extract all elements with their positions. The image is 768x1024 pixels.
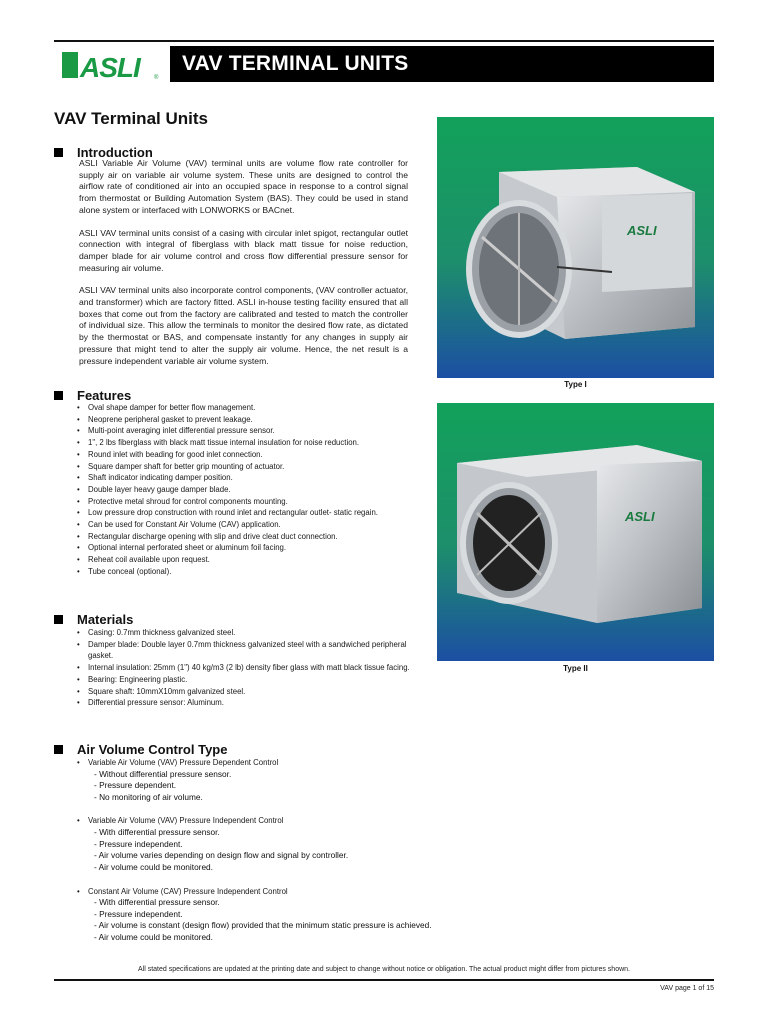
svg-text:®: ® (154, 75, 159, 81)
introduction-heading-label: Introduction (77, 145, 153, 160)
air-volume-groups (74, 757, 474, 944)
brand-logo (54, 46, 168, 82)
air-volume-heading (54, 742, 227, 757)
list-item: • Damper blade: Double layer 0.7mm thickness galvanized steel with a sandwiched peripheral gasket. (74, 639, 424, 662)
list-item: • Round inlet with beading for good inlet connection. (74, 449, 424, 461)
intro-paragraph-2: ASLI VAV terminal units consist of a casing with circular inlet spigot, rectangular outlet connection with integral of fiberglass with black matt tissue for noise reduction, damper blade for air volume control and cross flow differential pressure sensor for measuring air volume. (79, 227, 408, 273)
control-type-detail: - With differential pressure sensor. (94, 897, 220, 908)
control-type-detail: - Air volume could be monitored. (94, 932, 213, 943)
section-marker-icon (54, 391, 63, 400)
materials-heading-label: Materials (77, 612, 134, 627)
control-type-group (74, 886, 474, 944)
control-type-detail: - Air volume could be monitored. (94, 861, 213, 872)
list-item: • Casing: 0.7mm thickness galvanized steel. (74, 627, 424, 639)
list-item: • Differential pressure sensor: Aluminum. (74, 697, 424, 709)
intro-paragraph-3: ASLI VAV terminal units also incorporate control components, (VAV controller actuator, and transformer) which are factory fitted. ASLI in-house testing facility ensured that all boxes that come out from the factory are calibrated and tested to match the controller of individual size. This allow the terminals to monitor the desired flow rate, as dictated by the thermostat or BAS, and compensate instantly for any changes in supply air pressure that might tend to alter the supply air volume. Hence, the net result is a pressure independent variable air volume system. (79, 285, 408, 366)
photo-1-brand-text: ASLI (627, 223, 657, 238)
footer-disclaimer: All stated specifications are updated at the printing date and subject to change without notice or obligation. The actual product might differ from pictures shown. (138, 966, 630, 973)
list-item: • Oval shape damper for better flow management. (74, 402, 424, 414)
list-item: • Square damper shaft for better grip mounting of actuator. (74, 461, 424, 473)
control-type-group (74, 757, 474, 803)
product-photo-type-2 (437, 403, 714, 661)
introduction-body (79, 158, 408, 367)
vav-unit-type-2-image (437, 403, 714, 661)
list-item: • Tube conceal (optional). (74, 566, 424, 578)
page-title: VAV Terminal Units (54, 109, 208, 128)
header (54, 46, 714, 82)
list-item: • Rectangular discharge opening with slip and drive cleat duct connection. (74, 531, 424, 543)
header-title: VAV TERMINAL UNITS (170, 46, 714, 82)
list-item: • Shaft indicator indicating damper position. (74, 472, 424, 484)
product-photo-type-1 (437, 117, 714, 378)
control-type-group (74, 815, 474, 873)
list-item: • Neoprene peripheral gasket to prevent leakage. (74, 414, 424, 426)
photo-caption-type-1: Type I (564, 380, 587, 389)
list-item: • Bearing: Engineering plastic. (74, 674, 424, 686)
list-item: • Internal insulation: 25mm (1") 40 kg/m3 (2 lb) density fiber glass with matt black tissue facing. (74, 662, 424, 674)
control-type-title: • Variable Air Volume (VAV) Pressure Dependent Control (74, 757, 474, 769)
page-number: VAV page 1 of 15 (660, 985, 714, 992)
section-marker-icon (54, 148, 63, 157)
svg-text:ASLI: ASLI (80, 52, 140, 82)
list-item: • Reheat coil available upon request. (74, 554, 424, 566)
list-item: • Can be used for Constant Air Volume (CAV) application. (74, 519, 424, 531)
top-rule (54, 40, 714, 42)
materials-list (74, 627, 424, 709)
list-item: • Optional internal perforated sheet or aluminum foil facing. (74, 542, 424, 554)
intro-paragraph-1: ASLI Variable Air Volume (VAV) terminal units are volume flow rate controller for supply air on variable air volume system. These units are designed to control the airflow rate of conditioned air into an occupied space in response to a control signal from thermostat or Building Automation System (BAS). They could be used in stand alone system or interfaced with LONWORKS or BACnet. (79, 158, 408, 215)
features-heading (54, 388, 131, 403)
control-type-detail: - Pressure independent. (94, 908, 183, 919)
control-type-detail: - Pressure independent. (94, 838, 183, 849)
list-item: • Double layer heavy gauge damper blade. (74, 484, 424, 496)
section-marker-icon (54, 615, 63, 624)
control-type-detail: - Air volume is constant (design flow) provided that the minimum static pressure is achieved. (94, 920, 432, 931)
air-volume-heading-label: Air Volume Control Type (77, 742, 228, 757)
features-list (74, 402, 424, 578)
vav-unit-type-1-image (437, 117, 714, 378)
section-marker-icon (54, 745, 63, 754)
list-item: • Protective metal shroud for control components mounting. (74, 496, 424, 508)
features-heading-label: Features (77, 388, 132, 403)
control-type-detail: - Without differential pressure sensor. (94, 768, 232, 779)
control-type-title: • Variable Air Volume (VAV) Pressure Independent Control (74, 815, 474, 827)
asli-logo-icon (54, 46, 168, 82)
control-type-detail: - Pressure dependent. (94, 780, 177, 791)
list-item: • Low pressure drop construction with round inlet and rectangular outlet- static regain. (74, 507, 424, 519)
control-type-title: • Constant Air Volume (CAV) Pressure Independent Control (74, 886, 474, 898)
control-type-detail: - Air volume varies depending on design flow and signal by controller. (94, 850, 349, 861)
list-item: • Square shaft: 10mmX10mm galvanized steel. (74, 686, 424, 698)
photo-2-brand-text: ASLI (625, 509, 655, 524)
control-type-detail: - No monitoring of air volume. (94, 791, 203, 802)
materials-heading (54, 612, 133, 627)
photo-caption-type-2: Type II (563, 664, 588, 673)
list-item: • Multi-point averaging inlet differential pressure sensor. (74, 425, 424, 437)
list-item: • 1", 2 lbs fiberglass with black matt tissue internal insulation for noise reduction. (74, 437, 424, 449)
bottom-rule (54, 979, 714, 981)
control-type-detail: - With differential pressure sensor. (94, 827, 220, 838)
